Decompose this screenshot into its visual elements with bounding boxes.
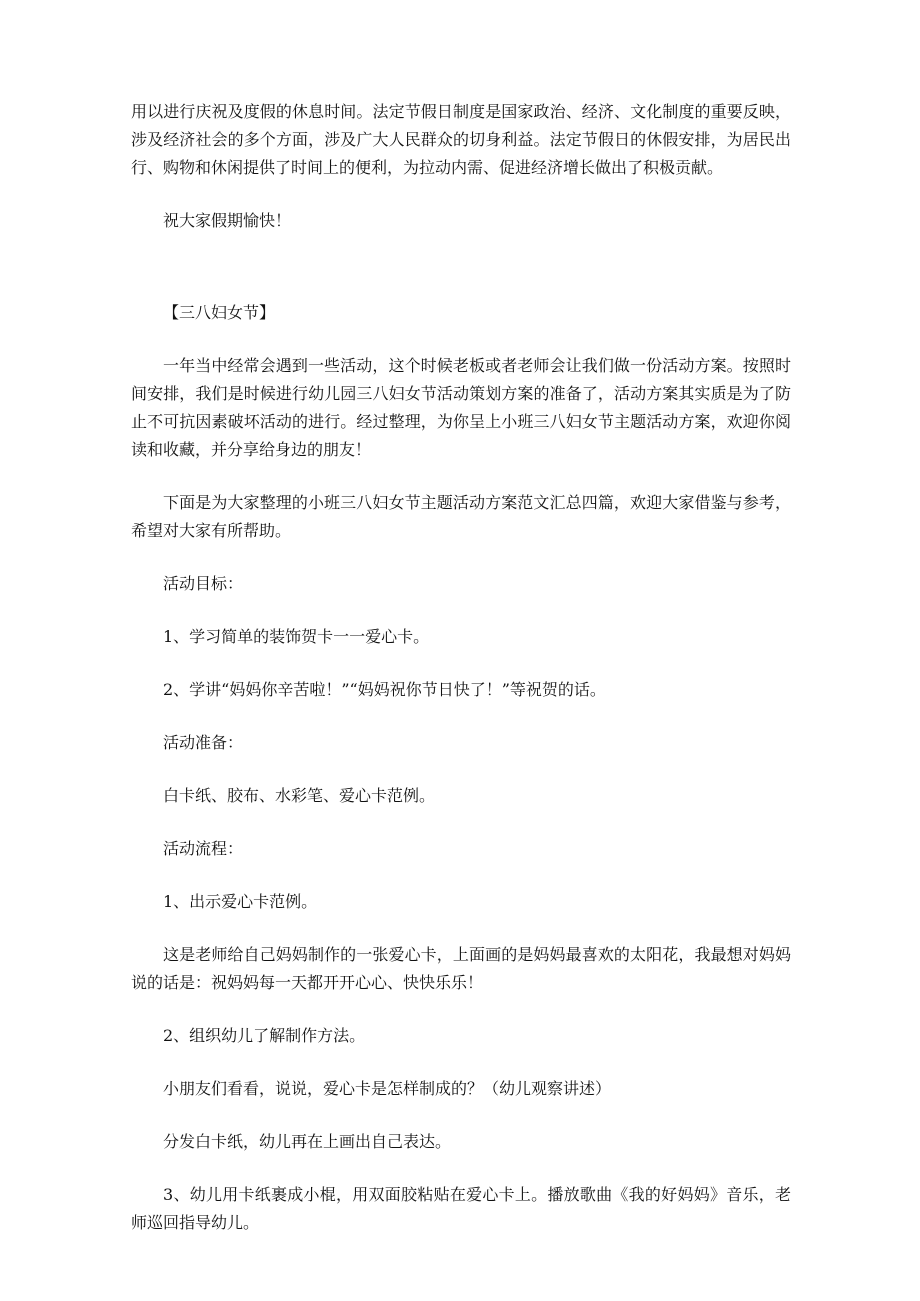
- heading-activity-goals: 活动目标：: [163, 574, 244, 593]
- goal-item-2: 2、学讲“妈妈你辛苦啦！”“妈妈祝你节日快了！”等祝贺的话。: [163, 680, 606, 699]
- paragraph-holiday-wish: 祝大家假期愉快！: [163, 211, 292, 230]
- goal-item-1: 1、学习简单的装饰贺卡一一爱心卡。: [163, 627, 430, 646]
- paragraph-summary: 下面是为大家整理的小班三八妇女节主题活动方案范文汇总四篇，欢迎大家借鉴与参考，希望对大家有所帮助。: [131, 493, 791, 540]
- flow-step-2: 2、组织幼儿了解制作方法。: [163, 1026, 366, 1045]
- flow-step-1: 1、出示爱心卡范例。: [163, 892, 318, 911]
- heading-activity-prep: 活动准备：: [163, 733, 244, 752]
- heading-activity-flow: 活动流程：: [163, 839, 244, 858]
- flow-step-3: 3、幼儿用卡纸裹成小棍，用双面胶粘贴在爱心卡上。播放歌曲《我的好妈妈》音乐，老师巡回指导幼儿。: [131, 1185, 791, 1232]
- flow-step-2-detail-b: 分发白卡纸，幼儿再在上画出自己表达。: [163, 1132, 452, 1151]
- flow-step-1-detail: 这是老师给自己妈妈制作的一张爱心卡，上面画的是妈妈最喜欢的太阳花，我最想对妈妈说的话是：祝妈妈每一天都开开心心、快快乐乐！: [131, 945, 791, 992]
- flow-step-2-detail-a: 小朋友们看看，说说，爱心卡是怎样制成的？（幼儿观察讲述）: [163, 1079, 612, 1098]
- prep-materials: 白卡纸、胶布、水彩笔、爱心卡范例。: [163, 786, 436, 805]
- paragraph-holiday-intro: 用以进行庆祝及度假的休息时间。法定节假日制度是国家政治、经济、文化制度的重要反映，涉及经济社会的多个方面，涉及广大人民群众的切身利益。法定节假日的休假安排，为居民出行、购物和休闲提供了时间上的便利，为拉动内需、促进经济增长做出了积极贡献。: [131, 102, 791, 177]
- document-body: [131, 98, 791, 1237]
- paragraph-intro: 一年当中经常会遇到一些活动，这个时候老板或者老师会让我们做一份活动方案。按照时间安排，我们是时候进行幼儿园三八妇女节活动策划方案的准备了，活动方案其实质是为了防止不可抗因素破坏活动的进行。经过整理，为你呈上小班三八妇女节主题活动方案，欢迎你阅读和收藏，并分享给身边的朋友！: [131, 356, 791, 459]
- section-heading: 【三八妇女节】: [163, 303, 276, 322]
